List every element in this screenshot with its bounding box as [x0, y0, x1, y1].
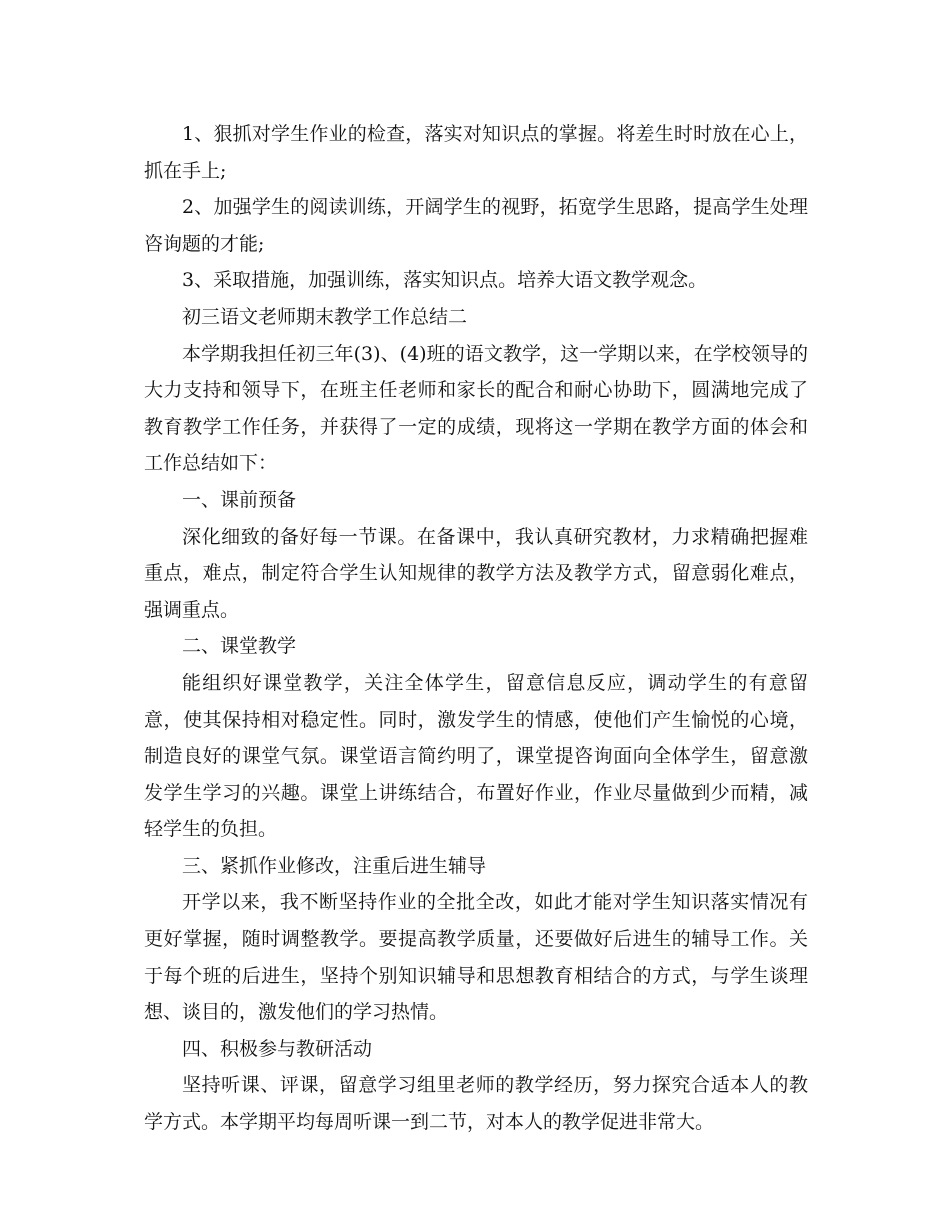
paragraph-classroom-teaching: 能组织好课堂教学，关注全体学生，留意信息反应，调动学生的有意留意，使其保持相对稳定性。同时，激发学生的情感，使他们产生愉悦的心境，制造良好的课堂气氛。课堂语言简约明了，课堂提咨询面向全体学生，留意激发学生学习的兴趣。课堂上讲练结合，布置好作业，作业尽量做到少而精，减轻学生的负担。	[144, 671, 808, 841]
section-title: 初三语文老师期末教学工作总结二	[182, 305, 468, 328]
paragraph-teaching-research: 坚持听课、评课，留意学习组里老师的教学经历，努力探究合适本人的教学方式。本学期平均每周听课一到二节，对本人的教学促进非常大。	[144, 1074, 808, 1134]
list-item-1: 1、狠抓对学生作业的检查，落实对知识点的掌握。将差生时时放在心上，抓在手上;	[144, 123, 808, 182]
list-item-3: 3、采取措施，加强训练，落实知识点。培养大语文教学观念。	[182, 269, 708, 292]
heading-lesson-prep: 一、课前预备	[182, 488, 297, 511]
paragraph-homework-tutoring: 开学以来，我不断坚持作业的全批全改，如此才能对学生知识落实情况有更好掌握，随时调整教学。要提高教学质量，还要做好后进生的辅导工作。关于每个班的后进生，坚持个别知识辅导和思想教育相结合的方式，与学生谈理想、谈目的，激发他们的学习热情。	[144, 891, 808, 1024]
document-body	[144, 116, 808, 1141]
list-item-2: 2、加强学生的阅读训练，开阔学生的视野，拓宽学生思路，提高学生处理咨询题的才能;	[144, 196, 808, 255]
heading-classroom-teaching: 二、课堂教学	[182, 635, 297, 658]
paragraph-lesson-prep: 深化细致的备好每一节课。在备课中，我认真研究教材，力求精确把握难重点，难点，制定符合学生认知规律的教学方法及教学方式，留意弱化难点，强调重点。	[144, 525, 808, 621]
intro-paragraph: 本学期我担任初三年(3)、(4)班的语文教学，这一学期以来，在学校领导的大力支持和领导下，在班主任老师和家长的配合和耐心协助下，圆满地完成了教育教学工作任务，并获得了一定的成绩，现将这一学期在教学方面的体会和工作总结如下：	[144, 342, 808, 475]
heading-teaching-research: 四、积极参与教研活动	[182, 1037, 373, 1060]
heading-homework-tutoring: 三、紧抓作业修改，注重后进生辅导	[182, 854, 487, 877]
